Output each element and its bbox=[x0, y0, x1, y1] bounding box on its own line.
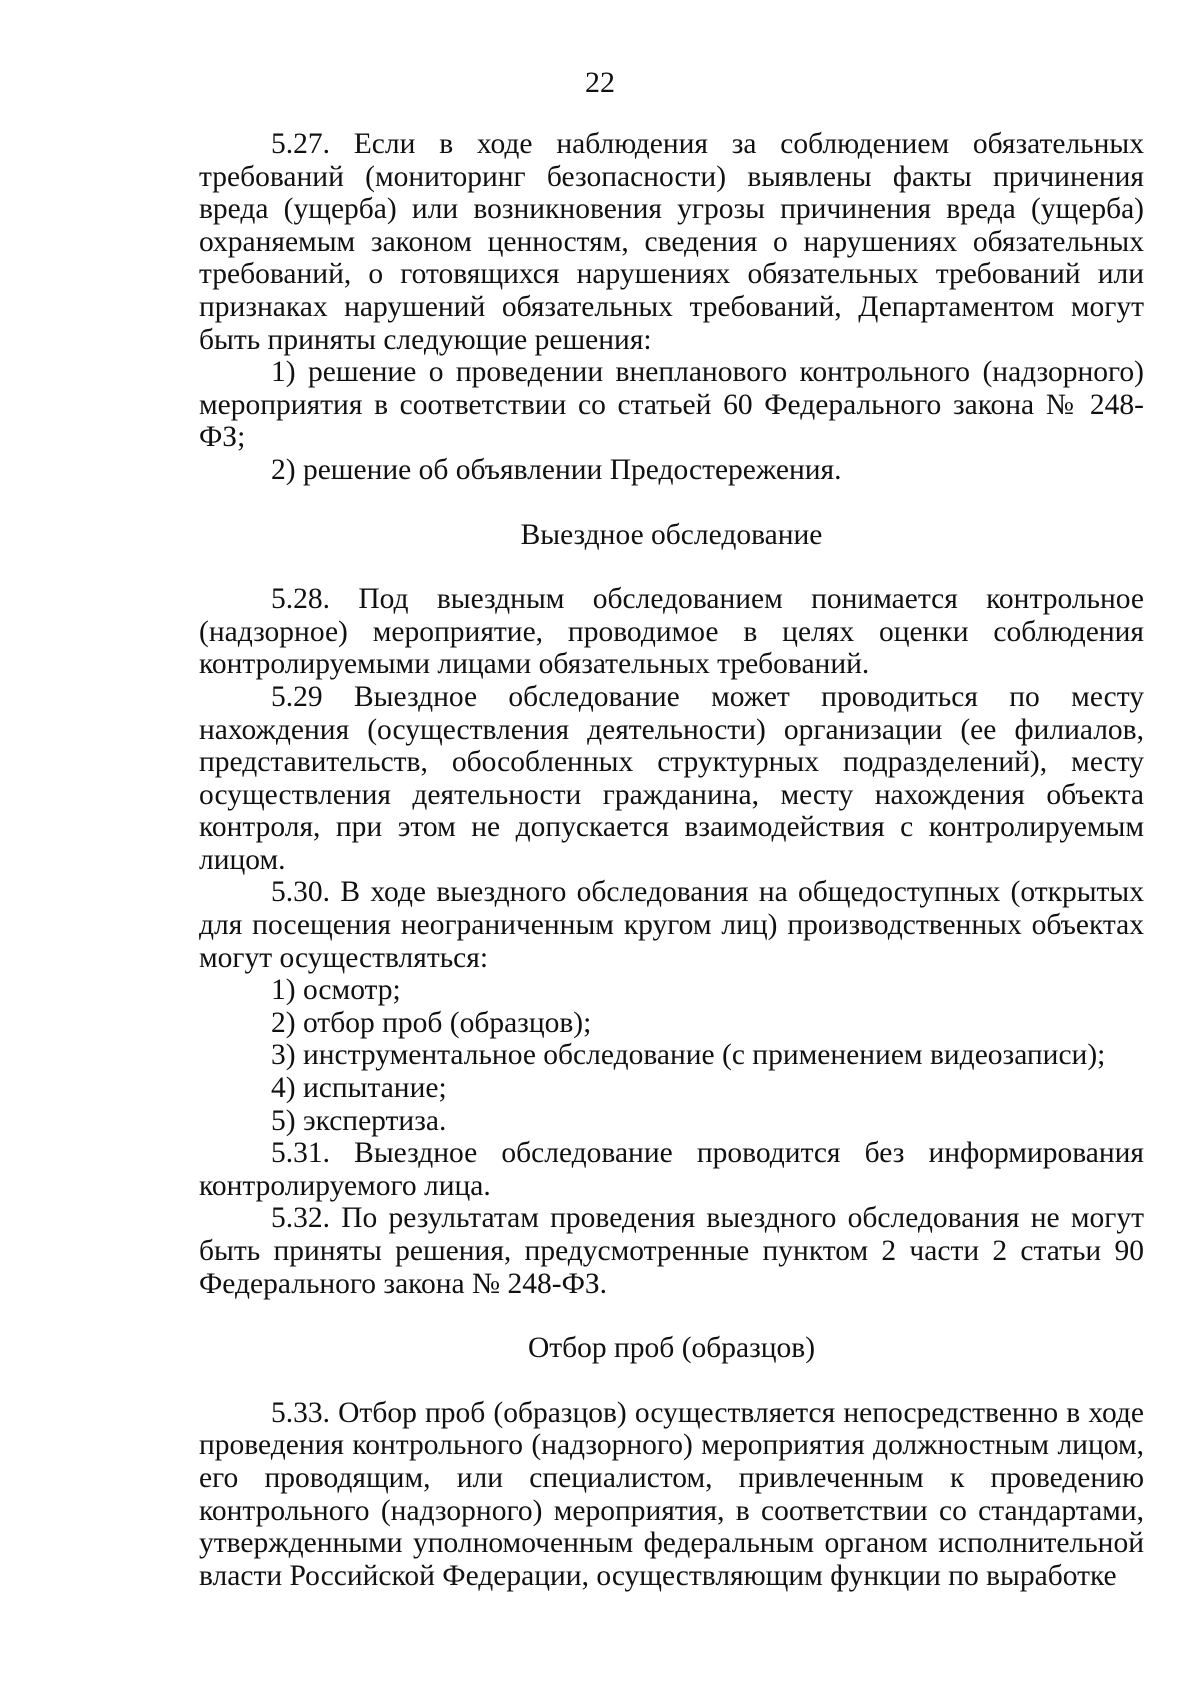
paragraph-5-30-item-2: 2) отбор проб (образцов); bbox=[271, 1006, 592, 1039]
paragraph-5-30-item-3: 3) инструментальное обследование (с применением видеозаписи); bbox=[271, 1039, 1106, 1072]
section-heading-field-inspection: Выездное обследование bbox=[520, 518, 823, 551]
paragraph-5-27-item-1: 1) решение о проведении внепланового контрольного (надзорного) мероприятия в соответствии со статьей 60 Федерального закона № 248-ФЗ; bbox=[199, 356, 1144, 454]
paragraph-5-27-item-2: 2) решение об объявлении Предостережения. bbox=[271, 453, 842, 486]
paragraph-5-33: 5.33. Отбор проб (образцов) осуществляется непосредственно в ходе проведения контрольного (надзорного) мероприятия должностным лицом, его проводящим, или специалистом, привлеченным к проведению контрольного (надзорного) мероприятия, в соответствии со стандартами, утвержденными уполномоченным федеральным органом исполнительной власти Российской Федерации, осуществляющим функции по выработке bbox=[199, 1396, 1144, 1592]
paragraph-5-30-item-4: 4) испытание; bbox=[271, 1072, 447, 1105]
paragraph-5-30-item-1: 1) осмотр; bbox=[271, 974, 401, 1007]
paragraph-5-30-item-5: 5) экспертиза. bbox=[271, 1104, 447, 1137]
document-body bbox=[199, 128, 1144, 1592]
paragraph-5-27: 5.27. Если в ходе наблюдения за соблюдением обязательных требований (мониторинг безопасности) выявлены факты причинения вреда (ущерба) или возникновения угрозы причинения вреда (ущерба) охраняемым законом ценностям, сведения о нарушениях обязательных требований, о готовящихся нарушениях обязательных требований или признаках нарушений обязательных требований, Департаментом могут быть приняты следующие решения: bbox=[199, 128, 1144, 356]
paragraph-5-30: 5.30. В ходе выездного обследования на общедоступных (открытых для посещения неограниченным кругом лиц) производственных объектах могут осуществляться: bbox=[199, 876, 1144, 974]
paragraph-5-29: 5.29 Выездное обследование может проводиться по месту нахождения (осуществления деятельности) организации (ее филиалов, представительств, обособленных структурных подразделений), месту осуществления деятельности гражданина, месту нахождения объекта контроля, при этом не допускается взаимодействия с контролируемым лицом. bbox=[199, 680, 1144, 876]
paragraph-5-28: 5.28. Под выездным обследованием понимается контрольное (надзорное) мероприятие, проводимое в целях оценки соблюдения контролируемыми лицами обязательных требований. bbox=[199, 583, 1144, 681]
section-heading-sampling: Отбор проб (образцов) bbox=[527, 1332, 816, 1365]
paragraph-5-32: 5.32. По результатам проведения выездного обследования не могут быть приняты решения, предусмотренные пунктом 2 части 2 статьи 90 Федерального закона № 248-ФЗ. bbox=[199, 1202, 1144, 1300]
page-number: 22 bbox=[585, 66, 615, 99]
paragraph-5-31: 5.31. Выездное обследование проводится без информирования контролируемого лица. bbox=[199, 1137, 1144, 1202]
